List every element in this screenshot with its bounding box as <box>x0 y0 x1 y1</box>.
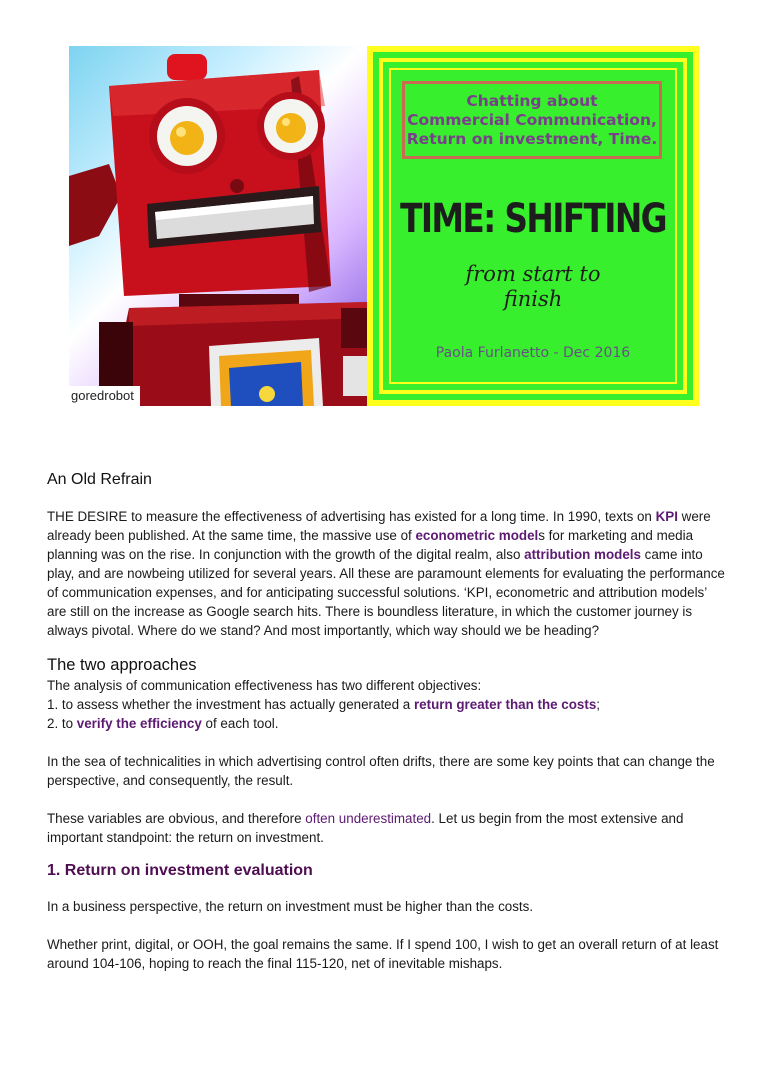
robot-illustration <box>69 46 367 406</box>
cover-banner-image <box>69 46 699 406</box>
cover-subtitle: from start to finish <box>465 262 601 311</box>
text-run: THE DESIRE to measure the effectiveness of advertising has existed for a long time. In 1990, texts on <box>47 509 656 524</box>
list-item-1 <box>47 695 727 714</box>
link-kpi[interactable]: KPI <box>655 509 678 524</box>
robot-left-eye <box>149 98 225 174</box>
text-run: came into play, and are nowbeing utilized for several years. All these are paramount elements for evaluating the performance of communication expenses, and for anticipating successful solutions. ‘KPI, econometric and attribution models’ are still on the increase as Google search hits. There is boundless literature, in which the customer journey is always pivotal. Where do we stand? And most importantly, which way should we be heading? <box>47 547 725 638</box>
robot-photo <box>69 46 367 406</box>
link-return-greater[interactable]: return greater than the costs <box>413 697 597 712</box>
paragraph-technicalities: In the sea of technicalities in which advertising control often drifts, there are some key points that can change the perspective, and consequently, the result. <box>47 754 715 788</box>
text-run: 2. to <box>47 716 77 731</box>
link-econometric-models[interactable]: econometric model <box>415 528 539 543</box>
paragraph-print-digital: Whether print, digital, or OOH, the goal remains the same. If I spend 100, I wish to get an overall return of at least around 104-106, hoping to reach the final 115-120, net of inevitable mishaps. <box>47 937 719 971</box>
paragraph-variables <box>47 809 727 847</box>
cover-title: Chatting about Commercial Communication, Return on investment, Time. <box>402 81 662 159</box>
text-run: These variables are obvious, and therefore <box>47 811 306 826</box>
heading-return-on-investment: 1. Return on investment evaluation <box>47 862 313 879</box>
text-run: of each tool. <box>201 716 279 731</box>
text-run: ; <box>596 697 601 712</box>
text-run: . Let us begin from the most extensive and important standpoint: the return on investment. <box>47 811 684 845</box>
article-body <box>47 469 727 973</box>
heading-old-refrain: An Old Refrain <box>47 471 152 488</box>
robot-right-eye <box>257 92 325 160</box>
photo-credit: goredrobot <box>69 386 140 406</box>
cover-headline: TIME: SHIFTING <box>400 196 666 242</box>
list-item-2 <box>47 714 727 733</box>
link-often-underestimated[interactable]: often underestimated <box>305 811 432 826</box>
robot-antenna <box>167 54 207 80</box>
paragraph-intro: The analysis of communication effectiveness has two different objectives: <box>47 678 482 693</box>
link-attribution-models[interactable]: attribution models <box>524 547 641 562</box>
link-verify-efficiency[interactable]: verify the efficiency <box>76 716 202 731</box>
paragraph-desire <box>47 507 727 640</box>
text-run: s for marketing and media planning was on the rise. In conjunction with the growth of the digital realm, also <box>47 528 694 562</box>
robot-arm <box>69 164 121 246</box>
paragraph-business-perspective: In a business perspective, the return on investment must be higher than the costs. <box>47 899 534 914</box>
text-run: were already been published. At the same time, the massive use of <box>47 509 711 543</box>
heading-two-approaches: The two approaches <box>47 656 197 674</box>
cover-author: Paola Furlanetto - Dec 2016 <box>435 345 631 361</box>
text-run: 1. to assess whether the investment has actually generated a <box>47 697 414 712</box>
cover-title-panel <box>367 46 699 406</box>
